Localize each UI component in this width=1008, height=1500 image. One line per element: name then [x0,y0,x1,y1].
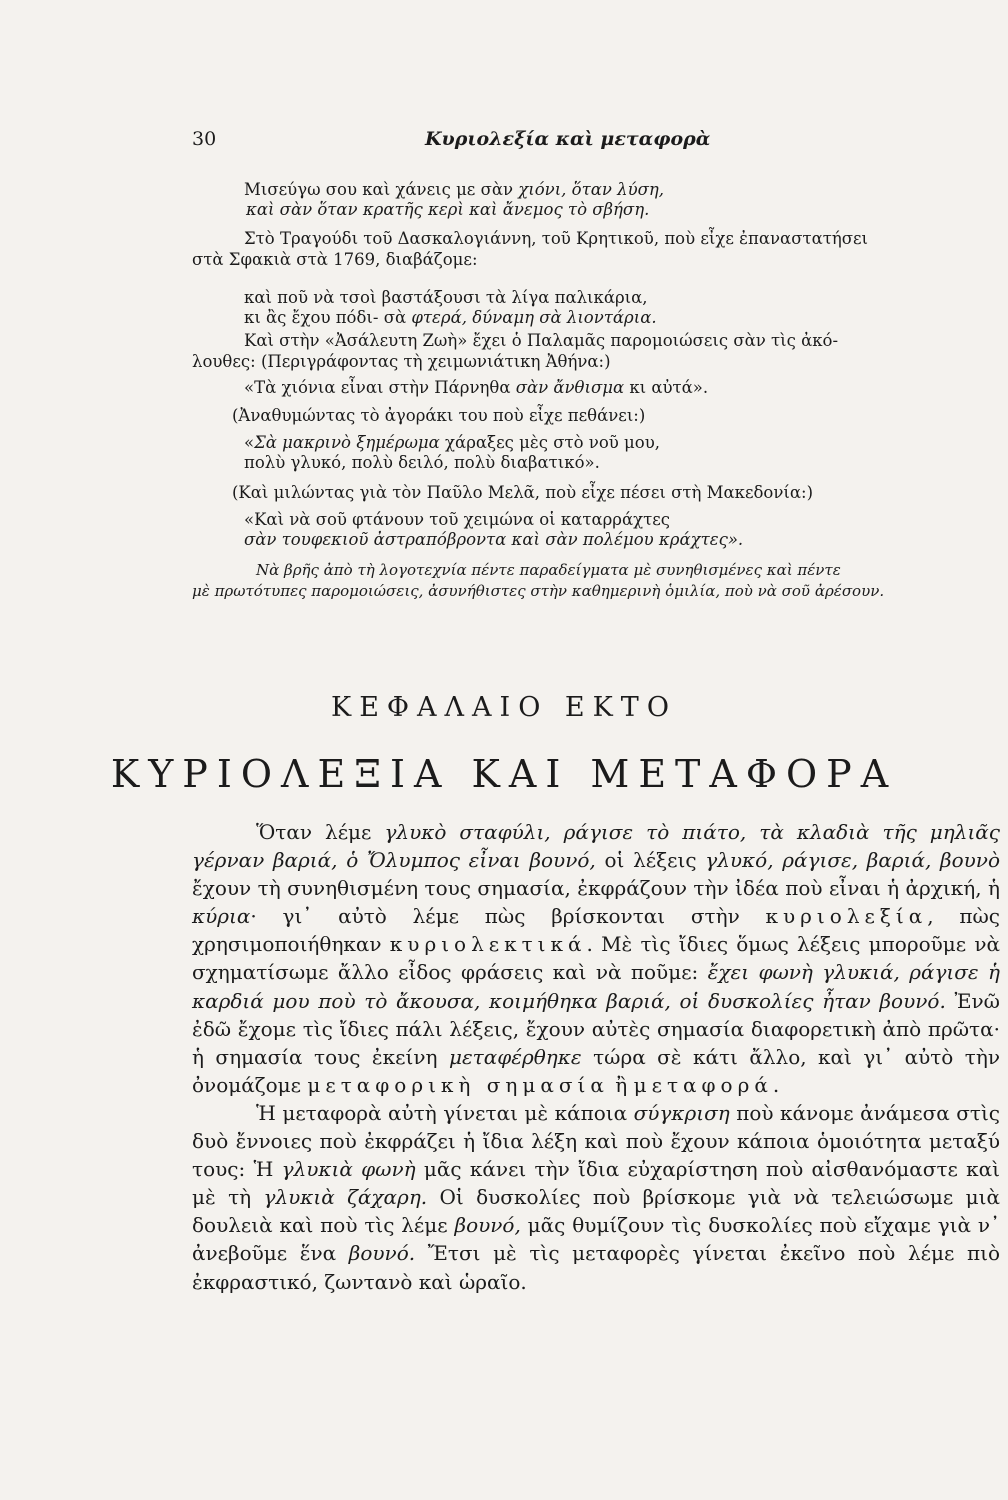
text-italic: ὁ Ὄλυμπος εἶναι βουνό, [346,848,596,873]
prose-block-3 [192,405,992,426]
text-italic: κύρια [192,904,251,929]
verse-line: καὶ ποῦ νὰ τσοὶ βαστάξουσι τὰ λίγα παλικάρια, [244,288,648,307]
page-number: 30 [192,128,217,150]
text-spaced: μεταφορικὴ σημασία [307,1072,609,1097]
text: , πὼς χρησιμοποιήθηκαν [192,904,1000,957]
prose-line: (Καὶ μιλώντας γιὰ τὸν Παῦλο Μελᾶ, ποὺ εἶχε πέσει στὴ Μακεδονία:) [232,483,814,502]
verse-line [244,308,657,328]
chapter-body [192,818,1000,1296]
prose-line: Στὸ Τραγούδι τοῦ Δασκαλογιάννη, τοῦ Κρητικοῦ, ποὺ εἶχε ἐπαναστατήσει [244,229,869,248]
text: · γι᾿ αὐτὸ λέμε πὼς βρίσκονται στὴν [250,904,766,929]
text: ποὺ κάνομε ἀνάμεσα στὶς δυὸ ἔννοιες ποὺ ἐκφράζει ἡ ἴδια λέξη καὶ ποὺ ἔχουν κάποια ὁμοιότητα μεταξύ τους: Ἡ [192,1100,1000,1182]
prose-block-1 [192,228,992,270]
quote-text: « [244,433,255,452]
prose-block-4 [192,482,992,503]
verse-line: πολὺ γλυκό, πολὺ δειλό, πολὺ διαβατικό». [244,453,600,472]
text [338,848,347,872]
verse-line: καὶ σὰν ὅταν κρατῆς κερὶ καὶ ἄνεμος τὸ σβήση. [246,200,650,219]
verse-line [244,433,660,453]
quote-text-italic: σὰν ἄνθισμα [515,378,625,397]
exercise-line: μὲ πρωτότυπες παρομοιώσεις, ἀσυνήθιστες στὴν καθημερινὴ ὁμιλία, ποὺ νὰ σοῦ ἀρέσουν. [192,582,885,600]
text: ἔχουν τὴ συνηθισμένη τους σημασία, ἐκφράζουν τὴν ἰδέα ποὺ εἶναι ἡ ἀρχική, ἡ [192,876,1000,901]
chapter-number: ΚΕΦΑΛΑΙΟ ΕΚΤΟ [331,692,677,723]
text: μᾶς κάνει τὴν ἴδια εὐχαρίστηση ποὺ αἰσθανόμαστε καὶ μὲ τὴ [192,1157,1001,1210]
prose-line: στὰ Σφακιὰ στὰ 1769, διαβάζομε: [192,250,478,269]
verse-text-italic: φτερά, δύναμη σὰ λιοντάρια. [411,308,657,327]
verse-line [244,180,664,200]
paragraph-2 [192,1099,1000,1296]
exercise-line: Νὰ βρῆς ἀπὸ τὴ λογοτεχνία πέντε παραδείγματα μὲ συνηθισμένες καὶ πέντε [256,561,841,579]
prose-line: (Ἀναθυμώντας τὸ ἀγοράκι του ποὺ εἶχε πεθάνει:) [232,406,646,425]
verse-block-2 [244,288,657,328]
text-italic: τὰ κλαδιὰ τῆς μηλιᾶς γέρναν βαριά, [192,820,1001,873]
text-italic: βουνό. [348,1241,416,1266]
verse-text-italic: χιόνι, ὅταν λύση, [518,180,665,199]
text: τώρα σὲ κάτι ἄλλο, καὶ γι᾿ αὐτὸ τὴν ὀνομάζομε [192,1044,1000,1097]
text: οἱ λέξεις [595,848,706,873]
exercise-note [192,560,1000,602]
quote-2 [244,433,660,473]
text-italic: ἔχει φωνὴ γλυκιά, ράγισε ἡ καρδιά μου ποὺ τὸ ἄκουσα, κοιμήθηκα βαριά, οἱ δυσκολίες ἦταν βουνό. [192,960,1000,1013]
quote-3 [244,510,743,550]
text: Οἱ δυσκολίες ποὺ βρίσκομε γιὰ νὰ τελειώσωμε μιὰ δουλειὰ καὶ ποὺ τὶς λέμε [192,1185,1000,1238]
running-title: Κυριολεξία καὶ μεταφορὰ [425,128,711,150]
chapter-title: ΚΥΡΙΟΛΕΞΙΑ ΚΑΙ ΜΕΤΑΦΟΡΑ [110,752,898,796]
text-italic: γλυκὸ σταφύλι, ράγισε τὸ πιάτο, [384,820,747,844]
paragraph-1 [192,818,1000,1099]
verse-line: σὰν τουφεκιοῦ ἀστραπόβροντα καὶ σὰν πολέμου κράχτες». [244,530,744,549]
text: Ἐνῶ ἐδῶ ἔχομε τὶς ἴδιες πάλι λέξεις, ἔχουν αὐτὲς σημασία διαφορετικὴ ἀπὸ πρῶτα· ἡ σημασία τους ἐκείνη [192,988,1000,1069]
verse-line: «Καὶ νὰ σοῦ φτάνουν τοῦ χειμώνα οἱ καταρράχτες [244,510,671,529]
text: . [772,1072,780,1097]
verse-block-1 [244,180,664,220]
text [746,820,759,844]
verse-text: κι ἂς ἔχου πόδι‑ σὰ [244,308,412,327]
prose-line: λουθες: (Περιγράφοντας τὴ χειμωνιάτικη Ἀθήνα:) [192,352,611,371]
text: Ἔτσι μὲ τὶς μεταφορὲς γίνεται ἐκεῖνο ποὺ λέμε πιὸ ἐκφραστικό, ζωντανὸ καὶ ὡραῖο. [192,1241,1000,1294]
text-italic: γλυκιὰ φωνὴ [281,1157,416,1182]
text-spaced: κυριολεκτικά [389,932,587,957]
text: ἢ [608,1072,634,1097]
text-spaced: μεταφορά [633,1072,773,1097]
text-italic: γλυκό, ράγισε, βαριά, βουνὸ [705,848,1000,873]
text-italic: βουνό, [454,1213,521,1238]
prose-block-2 [192,330,992,372]
text-spaced: κυριολεξία [765,904,928,929]
quote-text: χάραξες μὲς στὸ νοῦ μου, [439,433,660,452]
text: . Μὲ τὶς ἴδιες ὅμως λέξεις μποροῦμε νὰ σχηματίσωμε ἄλλο εἶδος φράσεις καὶ νὰ ποῦμε: [192,932,1000,985]
quote-text: κι αὐτά». [624,378,709,397]
text: μᾶς θυμίζουν τὶς δυσκολίες ποὺ εἴχαμε γιὰ ν᾿ ἀνεβοῦμε ἕνα [192,1213,1001,1266]
verse-text: Μισεύγω σου καὶ χάνεις με σὰν [244,180,519,199]
quote-1 [244,378,708,398]
text-italic: μεταφέρθηκε [448,1044,582,1069]
text-italic: σύγκριση [633,1100,730,1125]
text: Ἡ μεταφορὰ αὐτὴ γίνεται μὲ κάποια [256,1100,634,1125]
prose-line: Καὶ στὴν «Ἀσάλευτη Ζωὴ» ἔχει ὁ Παλαμᾶς παρομοιώσεις σὰν τὶς ἀκό- [244,331,839,350]
text-italic: γλυκιὰ ζάχαρη. [263,1185,428,1210]
quote-text-italic: Σὰ μακρινὸ ξημέρωμα [254,433,440,452]
text: Ὅταν λέμε [256,820,385,844]
quote-text: «Τὰ χιόνια εἶναι στὴν Πάρνηθα [244,378,516,397]
